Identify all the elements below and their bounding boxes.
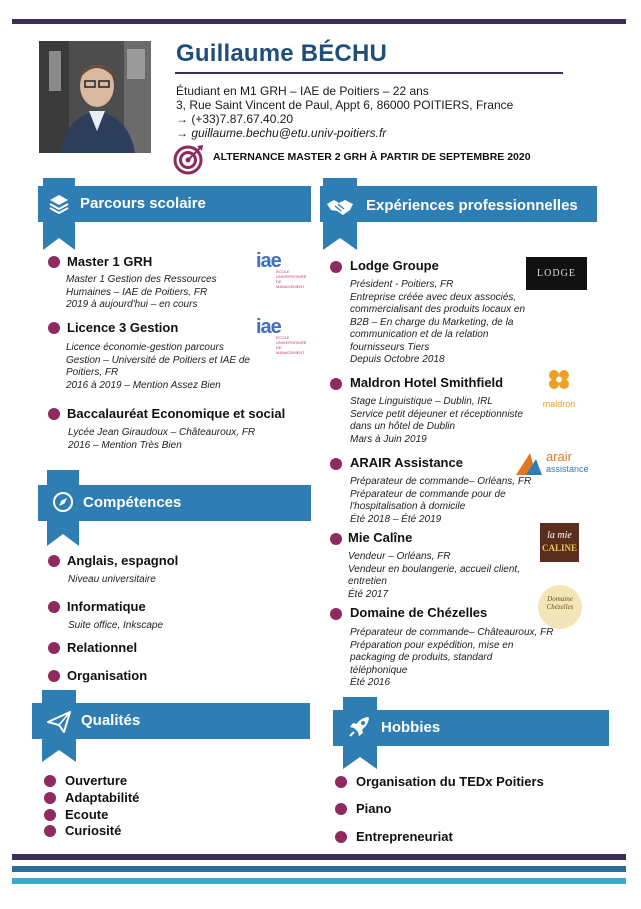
experience-text: Préparateur de commande– Orléans, FR Préparateur de commande pour de l'hospitalisation à domicile Été 2018 – Été 2019 [350, 476, 532, 525]
bullet [330, 608, 342, 620]
parcours-item-title: Licence 3 Gestion [67, 320, 179, 335]
qualites-title: Qualités [81, 712, 141, 729]
hobby-item: Piano [356, 801, 392, 816]
bullet [48, 642, 60, 654]
full-name: Guillaume BÉCHU [176, 40, 388, 67]
competence-item: Anglais, espagnol [67, 553, 179, 568]
bullet [48, 256, 60, 268]
bullet [330, 458, 342, 470]
bullet [335, 831, 347, 843]
iae-logo: iae ÉCOLE UNIVERSITAIRE DE MANAGEMENT [256, 316, 307, 355]
target-icon [173, 143, 205, 175]
experience-title: Maldron Hotel Smithfield [350, 375, 504, 390]
maldron-logo: maldron [538, 368, 580, 409]
hobby-item: Entrepreneuriat [356, 829, 453, 844]
bullet [335, 803, 347, 815]
handshake-icon [323, 178, 355, 250]
experiences-title: Expériences professionnelles [366, 197, 578, 214]
experience-text: Président - Poitiers, FR Entreprise créée avec deux associés, commercialisant des produits locaux en B2B – En charge du Marketing, de la communication et de la relation fournisseurs Tiers Depuis Octobre 2018 [350, 279, 526, 365]
arair-logo: arair assistance [516, 449, 592, 477]
top-bar [12, 19, 626, 24]
name-underline [175, 72, 563, 74]
bullet [335, 776, 347, 788]
experience-title: ARAIR Assistance [350, 455, 463, 470]
parcours-item-text: Master 1 Gestion des Ressources Humaines – IAE de Poitiers, FR 2019 à aujourd'hui – en cours [66, 274, 217, 310]
experience-title: Domaine de Chézelles [350, 605, 488, 620]
lodge-logo: LODGE [526, 257, 587, 290]
bullet [44, 792, 56, 804]
qualite-item: Adaptabilité [65, 790, 140, 805]
hobbies-title: Hobbies [381, 719, 441, 736]
experience-text: Préparateur de commande– Châteauroux, FR Préparation pour expédition, mise en packaging de produits, standard téléphonique Été 2016 [350, 627, 554, 688]
book-icon [43, 178, 75, 250]
mie-caline-logo: la mie CALINE [540, 523, 579, 562]
alternance-banner: ALTERNANCE MASTER 2 GRH À PARTIR DE SEPTEMBRE 2020 [213, 151, 531, 163]
bottom-bar-2 [12, 866, 626, 872]
bottom-bar-1 [12, 854, 626, 860]
competence-item: Relationnel [67, 640, 138, 655]
bullet [330, 261, 342, 273]
profile-photo [39, 41, 151, 153]
qualite-item: Curiosité [65, 823, 122, 838]
header-email[interactable]: → guillaume.bechu@etu.univ-poitiers.fr [176, 126, 387, 140]
bullet [330, 533, 342, 545]
header-phone: → (+33)7.87.67.40.20 [176, 112, 294, 126]
qualite-item: Ouverture [65, 773, 128, 788]
parcours-title: Parcours scolaire [80, 195, 206, 212]
parcours-item-text: Lycée Jean Giraudoux – Châteauroux, FR 2016 – Mention Très Bien [68, 427, 256, 451]
bullet [44, 775, 56, 787]
competence-sub: Suite office, Inkscape [68, 620, 164, 631]
parcours-item-title: Master 1 GRH [67, 254, 153, 269]
competence-item: Informatique [67, 599, 146, 614]
bullet [44, 809, 56, 821]
parcours-item-title: Baccalauréat Economique et social [67, 406, 286, 421]
bullet [48, 670, 60, 682]
bullet [48, 408, 60, 420]
domaine-logo: Domaine Chézelles [538, 585, 582, 629]
experience-text: Vendeur – Orléans, FR Vendeur en boulangerie, accueil client, entretien Été 2017 [348, 551, 520, 600]
bullet [48, 322, 60, 334]
competence-item: Organisation [67, 668, 148, 683]
compass-icon [47, 470, 79, 546]
bullet [44, 825, 56, 837]
rocket-icon [343, 697, 375, 769]
competence-sub: Niveau universitaire [68, 574, 156, 585]
parcours-item-text: Licence économie-gestion parcours Gestion – Université de Poitiers et IAE de Poitiers, FR 2016 à 2019 – Mention Assez Bien [66, 342, 250, 391]
competences-title: Compétences [83, 494, 182, 511]
bottom-bar-3 [12, 878, 626, 884]
experience-title: Mie Calîne [348, 530, 413, 545]
experience-title: Lodge Groupe [350, 258, 439, 273]
header-address: 3, Rue Saint Vincent de Paul, Appt 6, 86000 POITIERS, France [176, 98, 514, 112]
hobby-item: Organisation du TEDx Poitiers [356, 774, 544, 789]
bullet [330, 378, 342, 390]
iae-logo: iae ÉCOLE UNIVERSITAIRE DE MANAGEMENT [256, 250, 307, 289]
experience-text: Stage Linguistique – Dublin, IRL Service petit déjeuner et réceptionniste dans un hôtel de Dublin Mars à Juin 2019 [350, 396, 523, 445]
qualite-item: Ecoute [65, 807, 109, 822]
bullet [48, 601, 60, 613]
bullet [48, 555, 60, 567]
header-status: Étudiant en M1 GRH – IAE de Poitiers – 22 ans [176, 84, 429, 98]
paper-plane-icon [42, 690, 74, 762]
